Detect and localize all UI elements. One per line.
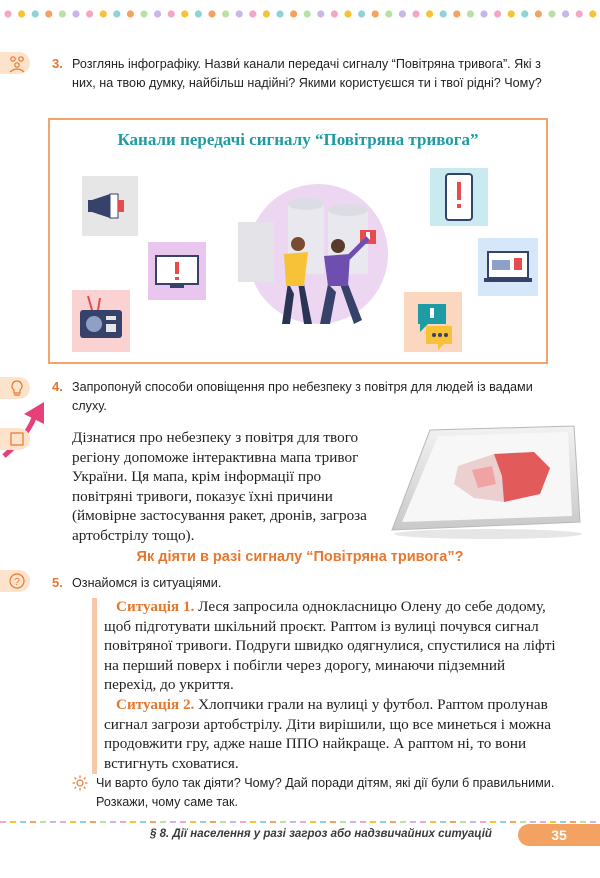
phone-icon: [430, 168, 488, 226]
decor-dash: [20, 821, 26, 823]
situation-side-bar: [92, 598, 97, 774]
sun-icon: [72, 775, 88, 791]
decor-dash: [350, 821, 356, 823]
decor-dot: [562, 10, 569, 17]
decor-dash: [290, 821, 296, 823]
svg-text:?: ?: [14, 577, 20, 588]
decor-dash: [450, 821, 456, 823]
tv-icon: [148, 242, 206, 300]
decor-dot: [440, 10, 447, 17]
decor-dash: [400, 821, 406, 823]
decor-dot: [412, 10, 419, 17]
radio-icon: [72, 290, 130, 352]
decor-dash: [310, 821, 316, 823]
decor-dot: [236, 10, 243, 17]
decor-dot: [208, 10, 215, 17]
decor-dash: [320, 821, 326, 823]
decor-dot: [276, 10, 283, 17]
decor-dot: [222, 10, 229, 17]
decor-dot: [86, 10, 93, 17]
alert-map-tablet: [384, 424, 584, 540]
decor-dash: [500, 821, 506, 823]
task-3-number: 3.: [52, 56, 63, 71]
task-4-text: Запропонуй способи оповіщення про небезпеку з повітря для людей із вадами слуху.: [72, 380, 533, 413]
decor-dot: [45, 10, 52, 17]
decor-dash: [10, 821, 16, 823]
task-3-text: Розглянь інфографіку. Назви́ канали передачі сигналу “Повітряна тривога”. Які з них, на твою думку, найбільш надійні? Якими користуєшся ти і твої рідні? Чому?: [72, 57, 542, 90]
decor-dash: [80, 821, 86, 823]
decor-dot: [59, 10, 66, 17]
decor-dash: [60, 821, 66, 823]
decor-dash: [40, 821, 46, 823]
decor-dash: [190, 821, 196, 823]
decor-dot: [317, 10, 324, 17]
decor-dash: [230, 821, 236, 823]
infographic-title: Канали передачі сигналу “Повітряна тривога”: [117, 130, 479, 149]
decor-dash: [520, 821, 526, 823]
decor-dot: [263, 10, 270, 17]
decor-dash: [170, 821, 176, 823]
top-dot-border: [0, 8, 600, 20]
decor-dash: [480, 821, 486, 823]
decor-dash: [530, 821, 536, 823]
decor-dot: [344, 10, 351, 17]
situation-1-text: Леся запросила однокласницю Олену до себе додому, щоб підготувати шкільний проєкт. Раптом із вулиці почувся сигнал повітряної тривоги. Подруги швидко одягнулися, спустилися на ліфті на перший поверх і побігли через дорогу, минаючи підземний перехід, до укриття.: [104, 598, 556, 693]
decor-dot: [385, 10, 392, 17]
decor-dot: [521, 10, 528, 17]
decor-dot: [304, 10, 311, 17]
decor-dot: [589, 10, 596, 17]
decor-dot: [399, 10, 406, 17]
decor-dot: [290, 10, 297, 17]
page-number: 35: [518, 824, 600, 846]
decor-dash: [550, 821, 556, 823]
decor-dot: [358, 10, 365, 17]
task-5-number: 5.: [52, 575, 63, 590]
decor-dot: [331, 10, 338, 17]
decor-dash: [580, 821, 586, 823]
decor-dash: [210, 821, 216, 823]
messenger-icon: [404, 292, 462, 352]
decor-dash: [410, 821, 416, 823]
decor-dot: [18, 10, 25, 17]
decor-dot: [4, 10, 11, 17]
discussion-question: Чи варто було так діяти? Чому? Дай поради дітям, які дії були б правильними. Розкажи, чому саме так.: [96, 776, 555, 809]
situation-1: [104, 597, 560, 695]
footer-section-title: § 8. Дії населення у разі загроз або надзвичайних ситуацій: [150, 828, 492, 840]
decor-dot: [535, 10, 542, 17]
decor-dash: [460, 821, 466, 823]
decor-dot: [508, 10, 515, 17]
decor-dash: [540, 821, 546, 823]
task-4-number: 4.: [52, 379, 63, 394]
situation-1-label: Ситуація 1.: [116, 598, 195, 615]
decor-dash: [0, 821, 6, 823]
decor-dot: [127, 10, 134, 17]
map-paragraph: Дізнатися про небезпеку з повітря для твого регіону допоможе інтерактивна мапа тривог України. Ця мапа, крім інформації про повітряні тривоги, показує їхні причини (ймовірне застосування ракет, дронів, загроза артобстрілу тощо).: [72, 429, 367, 544]
decor-dot: [372, 10, 379, 17]
situation-2: [104, 695, 560, 773]
decor-dash: [330, 821, 336, 823]
decor-dash: [220, 821, 226, 823]
decor-dash: [300, 821, 306, 823]
decor-dash: [570, 821, 576, 823]
lightbulb-icon: [0, 377, 30, 399]
decor-dash: [120, 821, 126, 823]
decor-dash: [490, 821, 496, 823]
decor-dash: [590, 821, 596, 823]
decor-dash: [90, 821, 96, 823]
decor-dot: [453, 10, 460, 17]
task-5-text: Ознайомся із ситуаціями.: [72, 576, 222, 590]
group-work-icon: [0, 52, 30, 74]
decor-dash: [140, 821, 146, 823]
decor-dash: [270, 821, 276, 823]
decor-dash: [360, 821, 366, 823]
decor-dot: [168, 10, 175, 17]
decor-dash: [150, 821, 156, 823]
decor-dot: [494, 10, 501, 17]
decor-dot: [100, 10, 107, 17]
megaphone-icon: [82, 176, 138, 236]
decor-dot: [72, 10, 79, 17]
decor-dash: [280, 821, 286, 823]
decor-dot: [480, 10, 487, 17]
decor-dash: [340, 821, 346, 823]
situation-2-text: Хлопчики грали на вулиці у футбол. Раптом пролунав сигнал загрози артобстрілу. Діти вирішили, що все минеться і можна продовжити гру, адже наше ППО найкраще. А раптом ні, то вони встигнуть сховатися.: [104, 696, 551, 772]
decor-dot: [140, 10, 147, 17]
protest-people-illustration: [228, 174, 398, 354]
decor-dot: [154, 10, 161, 17]
situation-2-label: Ситуація 2.: [116, 696, 195, 713]
decor-dot: [576, 10, 583, 17]
decor-dash: [440, 821, 446, 823]
question-icon: [0, 570, 30, 592]
decor-dash: [390, 821, 396, 823]
decor-dot: [181, 10, 188, 17]
info-link-icon: [0, 428, 30, 450]
decor-dash: [470, 821, 476, 823]
decor-dot: [467, 10, 474, 17]
decor-dash: [510, 821, 516, 823]
decor-dot: [249, 10, 256, 17]
decor-dot: [426, 10, 433, 17]
decor-dash: [420, 821, 426, 823]
decor-dash: [130, 821, 136, 823]
decor-dash: [560, 821, 566, 823]
decor-dash: [160, 821, 166, 823]
decor-dash: [380, 821, 386, 823]
decor-dash: [50, 821, 56, 823]
decor-dash: [100, 821, 106, 823]
decor-dot: [32, 10, 39, 17]
infographic: [48, 118, 548, 364]
decor-dash: [200, 821, 206, 823]
decor-dash: [180, 821, 186, 823]
decor-dash: [260, 821, 266, 823]
decor-dash: [370, 821, 376, 823]
decor-dash: [250, 821, 256, 823]
section-heading: Як діяти в разі сигналу “Повітряна тривога”?: [136, 549, 464, 565]
decor-dot: [195, 10, 202, 17]
laptop-icon: [478, 238, 538, 296]
decor-dot: [548, 10, 555, 17]
decor-dash: [240, 821, 246, 823]
decor-dash: [430, 821, 436, 823]
decor-dash: [110, 821, 116, 823]
decor-dot: [113, 10, 120, 17]
decor-dash: [30, 821, 36, 823]
footer-dash-line: [0, 820, 600, 824]
decor-dash: [70, 821, 76, 823]
